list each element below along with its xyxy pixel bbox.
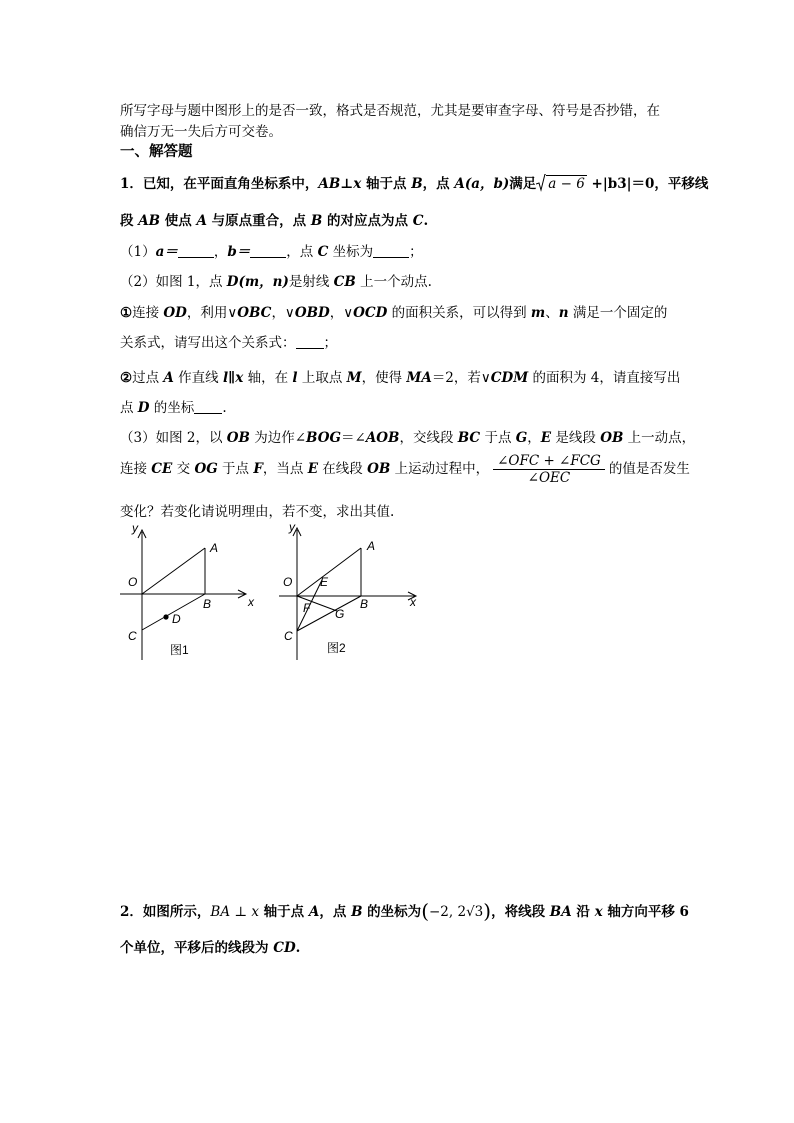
label-B: B: [203, 597, 212, 611]
label-F: F: [303, 601, 311, 615]
point-B-coordinates: −2, 2√3: [429, 904, 484, 920]
label-O: O: [128, 575, 138, 589]
q1-part-1: （1）a＝ ，b＝ ，点 C 坐标为 ；: [120, 244, 423, 260]
q1-part-3-line-1: （3）如图 2，以 OB 为边作∠BOG＝∠AOB，交线段 BC 于点 G，E 是线段 OB 上一动点，: [120, 430, 696, 446]
label-O: O: [283, 575, 293, 589]
label-A: A: [210, 541, 219, 555]
fig2-caption: 图2: [327, 641, 346, 655]
answer-blank[interactable]: [296, 336, 324, 349]
q1-line-2: 段 AB 使点 A 与原点重合，点 B 的对应点为点 C.: [120, 213, 429, 229]
label-A: A: [367, 539, 376, 553]
point-D: [163, 614, 168, 619]
label-x: x: [248, 595, 254, 609]
q1-sub-1-line-1: ①连接 OD，利用∨OBC，∨OBD，∨OCD 的面积关系，可以得到 m、n 满足一个固定的: [120, 305, 668, 321]
segment-OA: [142, 548, 205, 594]
answer-blank[interactable]: [178, 245, 214, 258]
answer-blank[interactable]: [194, 401, 222, 414]
label-G: G: [335, 607, 345, 621]
label-E: E: [320, 575, 329, 589]
q1-sub-2-line-1: ②过点 A 作直线 l∥x 轴，在 l 上取点 M，使得 MA＝2，若∨CDM 的面积为 4，请直接写出: [120, 370, 681, 386]
q2-line-1: 2．如图所示，BA ⊥ x 轴于点 A，点 B 的坐标为(−2, 2√3)，将线段 BA 沿 x 轴方向平移 6: [120, 899, 689, 923]
figure-2: [275, 518, 425, 663]
answer-blank[interactable]: [373, 245, 409, 258]
label-B: B: [360, 597, 369, 611]
q1-part-3-line-2: 连接 CE 交 OG 于点 F，当点 E 在线段 OB 上运动过程中， $\frac{\text{∠OFC + ∠FCG}}{\text{∠OEC}}$ 的值是否发生: [120, 453, 690, 486]
label-C: C: [284, 629, 293, 643]
q2-line-2: 个单位，平移后的线段为 CD.: [120, 940, 301, 956]
q2-number: 2．: [120, 904, 143, 920]
answer-blank[interactable]: [250, 245, 286, 258]
q1-sub-2-line-2: 点 D 的坐标 .: [120, 400, 227, 416]
segment-OA: [297, 548, 361, 596]
fig1-caption: 图1: [170, 643, 189, 657]
q1-sub-1-line-2: 关系式，请写出这个关系式： ；: [120, 335, 337, 351]
q1-line-1: 1．已知，在平面直角坐标系中，AB⊥x 轴于点 B，点 A(a，b)满足 a − 6 +|b3|＝0，平移线: [120, 176, 709, 192]
section-title: 一、解答题: [120, 143, 193, 160]
label-D: D: [172, 612, 181, 626]
label-C: C: [128, 629, 137, 643]
angle-fraction: $\frac{\text{∠OFC + ∠FCG}}{\text{∠OEC}}$: [493, 453, 605, 486]
sqrt-expression: a − 6: [536, 176, 587, 192]
figure-1: [115, 518, 265, 663]
q1-number: 1．: [120, 176, 143, 192]
intro-line-1: 所写字母与题中图形上的是否一致，格式是否规范，尤其是要审查字母、符号是否抄错，在: [120, 103, 660, 119]
label-y: y: [132, 521, 138, 535]
q1-part-3-line-3: 变化？若变化请说明理由，若不变，求出其值.: [120, 504, 395, 520]
label-x: x: [410, 595, 416, 609]
q1-part-2: （2）如图 1，点 D(m，n)是射线 CB 上一个动点.: [120, 274, 432, 290]
radical-sign-icon: [536, 174, 546, 192]
label-y: y: [289, 520, 295, 534]
intro-line-2: 确信万无一失后方可交卷。: [120, 124, 282, 140]
